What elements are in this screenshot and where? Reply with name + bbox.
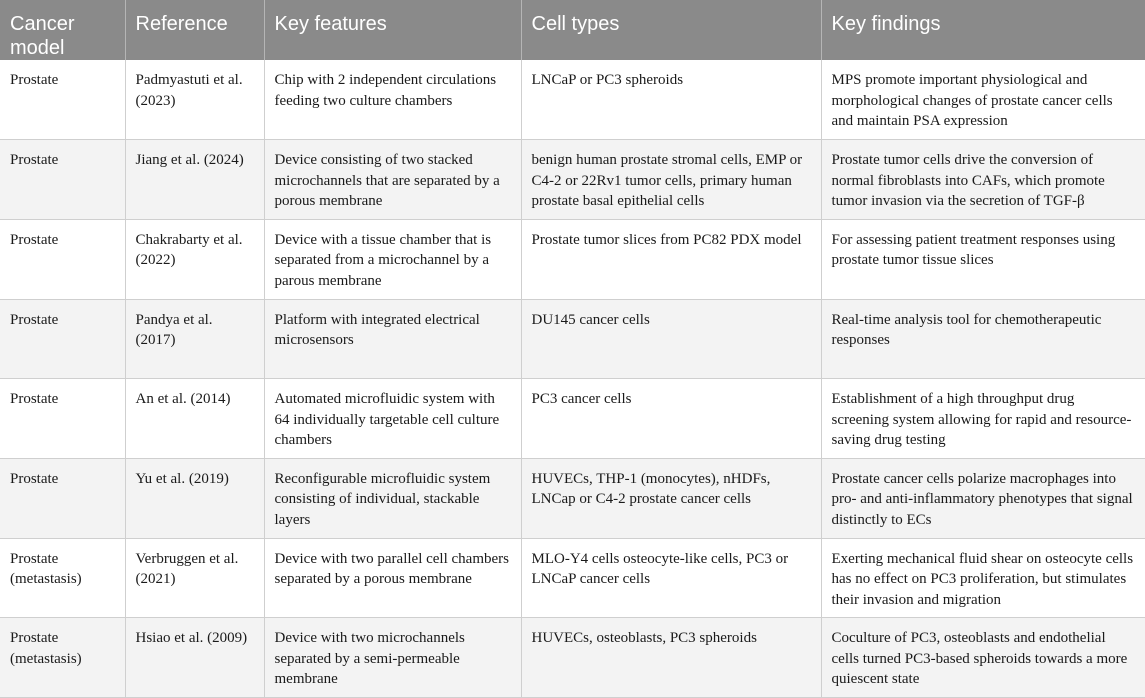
cell-cell-types: MLO-Y4 cells osteocyte-like cells, PC3 or LNCaP cancer cells xyxy=(521,538,821,618)
table-row xyxy=(0,140,1145,220)
cell-reference: Chakrabarty et al. (2022) xyxy=(125,219,264,299)
header-key-features: Key features xyxy=(264,0,521,60)
cell-cancer-model: Prostate xyxy=(0,458,125,538)
cell-cancer-model: Prostate xyxy=(0,60,125,140)
cell-key-features: Chip with 2 independent circulations feeding two culture chambers xyxy=(264,60,521,140)
cell-key-findings: Real-time analysis tool for chemotherapeutic responses xyxy=(821,299,1145,379)
cell-cancer-model: Prostate (metastasis) xyxy=(0,618,125,698)
cell-key-features: Device with two microchannels separated by a semi-permeable membrane xyxy=(264,618,521,698)
cell-key-findings: Prostate cancer cells polarize macrophages into pro- and anti-inflammatory phenotypes that signal distinctly to ECs xyxy=(821,458,1145,538)
cell-cancer-model: Prostate (metastasis) xyxy=(0,538,125,618)
table-row xyxy=(0,219,1145,299)
cell-cell-types: DU145 cancer cells xyxy=(521,299,821,379)
cell-cell-types: benign human prostate stromal cells, EMP or C4-2 or 22Rv1 tumor cells, primary human prostate basal epithelial cells xyxy=(521,140,821,220)
cell-key-features: Reconfigurable microfluidic system consisting of individual, stackable layers xyxy=(264,458,521,538)
table-row xyxy=(0,618,1145,698)
cell-key-findings: MPS promote important physiological and morphological changes of prostate cancer cells and maintain PSA expression xyxy=(821,60,1145,140)
cell-key-findings: Exerting mechanical fluid shear on osteocyte cells has no effect on PC3 proliferation, but stimulates their invasion and migration xyxy=(821,538,1145,618)
table-row xyxy=(0,299,1145,379)
cell-key-findings: Coculture of PC3, osteoblasts and endothelial cells turned PC3-based spheroids towards a more quiescent state xyxy=(821,618,1145,698)
cell-key-findings: Prostate tumor cells drive the conversion of normal fibroblasts into CAFs, which promote tumor invasion via the secretion of TGF-β xyxy=(821,140,1145,220)
cell-key-findings: For assessing patient treatment responses using prostate tumor tissue slices xyxy=(821,219,1145,299)
header-key-findings: Key findings xyxy=(821,0,1145,60)
cell-key-features: Device with two parallel cell chambers separated by a porous membrane xyxy=(264,538,521,618)
cell-reference: Verbruggen et al. (2021) xyxy=(125,538,264,618)
cell-cancer-model: Prostate xyxy=(0,140,125,220)
table-row xyxy=(0,379,1145,459)
cell-cancer-model: Prostate xyxy=(0,299,125,379)
cell-cancer-model: Prostate xyxy=(0,219,125,299)
cell-key-features: Platform with integrated electrical microsensors xyxy=(264,299,521,379)
cell-key-findings: Establishment of a high throughput drug screening system allowing for rapid and resource-saving drug testing xyxy=(821,379,1145,459)
cell-reference: Padmyastuti et al. (2023) xyxy=(125,60,264,140)
cell-reference: Pandya et al. (2017) xyxy=(125,299,264,379)
table-header-row xyxy=(0,0,1145,60)
cell-key-features: Automated microfluidic system with 64 individually targetable cell culture chambers xyxy=(264,379,521,459)
cell-reference: Hsiao et al. (2009) xyxy=(125,618,264,698)
cell-cell-types: HUVECs, THP-1 (monocytes), nHDFs, LNCap or C4-2 prostate cancer cells xyxy=(521,458,821,538)
header-cell-types: Cell types xyxy=(521,0,821,60)
table-row xyxy=(0,60,1145,140)
header-cancer-model: Cancer model xyxy=(0,0,125,60)
cell-cancer-model: Prostate xyxy=(0,379,125,459)
table-row xyxy=(0,538,1145,618)
cell-key-features: Device consisting of two stacked microchannels that are separated by a porous membrane xyxy=(264,140,521,220)
cell-cell-types: Prostate tumor slices from PC82 PDX model xyxy=(521,219,821,299)
cell-reference: Yu et al. (2019) xyxy=(125,458,264,538)
cell-cell-types: LNCaP or PC3 spheroids xyxy=(521,60,821,140)
cell-reference: Jiang et al. (2024) xyxy=(125,140,264,220)
cell-key-features: Device with a tissue chamber that is separated from a microchannel by a parous membrane xyxy=(264,219,521,299)
table-row xyxy=(0,458,1145,538)
cell-reference: An et al. (2014) xyxy=(125,379,264,459)
cell-cell-types: HUVECs, osteoblasts, PC3 spheroids xyxy=(521,618,821,698)
header-reference: Reference xyxy=(125,0,264,60)
cell-cell-types: PC3 cancer cells xyxy=(521,379,821,459)
